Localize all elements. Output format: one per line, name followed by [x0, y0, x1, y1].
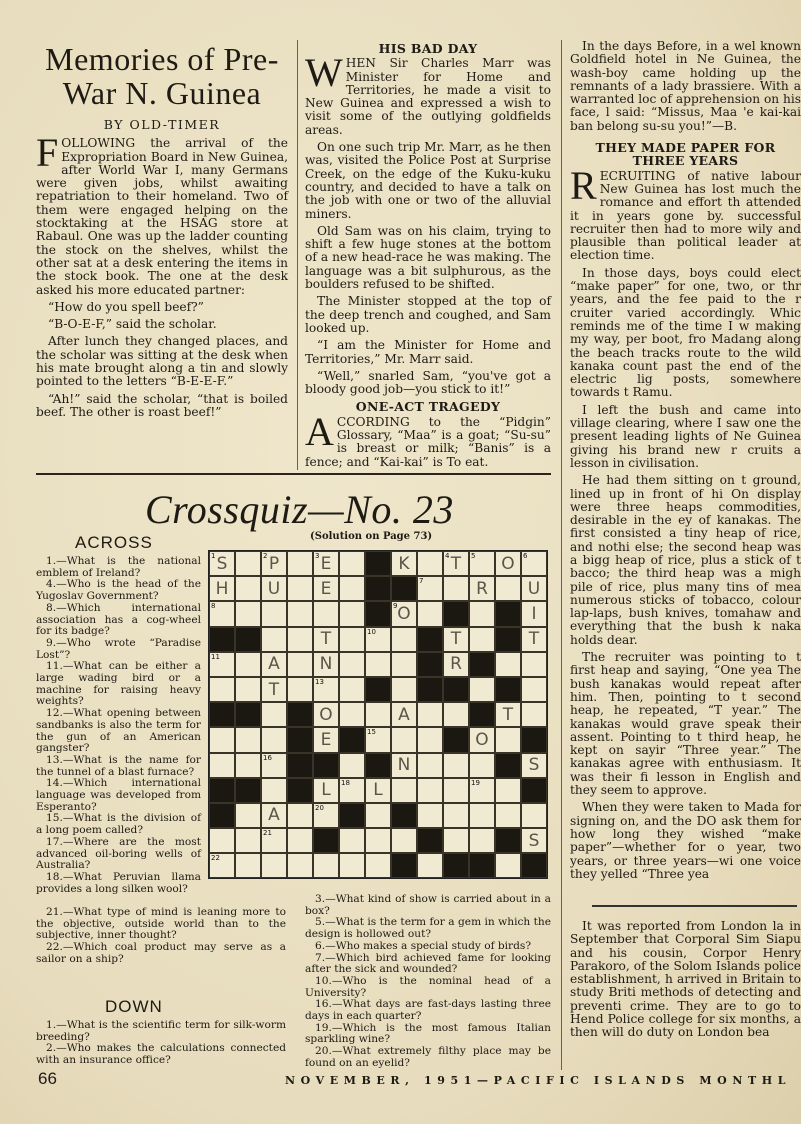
grid-cell[interactable] [209, 853, 235, 878]
paragraph: “I am the Minister for Home and Territories,” Mr. Marr said. [305, 338, 551, 366]
grid-cell-black [209, 778, 235, 803]
clue-number: 16 [263, 753, 272, 762]
grid-cell-black [521, 778, 547, 803]
grid-cell[interactable] [235, 828, 261, 853]
paragraph: The recruiter was pointing to t first heap and saying, “One yea The bush kanakas would repeat after him. Then, pointing to t second heap, he repeated, “T year.” The kanakas would grave speak their assent. Pointing to t third heap, he kept on sayir “Three year.” The kanakas agree with enthusiasm. It was their fi lesson in English and they seem to approve. [570, 650, 801, 798]
grid-cell-black [287, 778, 313, 803]
grid-cell[interactable] [235, 576, 261, 601]
grid-cell[interactable] [391, 677, 417, 702]
article-body [570, 920, 801, 1040]
crossword-grid [208, 550, 548, 879]
grid-cell[interactable] [495, 702, 521, 727]
clue: 20.—What extremely filthy place may be found on an eyelid? [305, 1045, 551, 1069]
grid-cell[interactable] [417, 853, 443, 878]
down-heading: DOWN [105, 997, 163, 1016]
grid-cell-black [417, 677, 443, 702]
grid-cell-black [495, 677, 521, 702]
paragraph: In the days Before, in a wel known Goldfield hotel in Ne Guinea, the wash-boy came holding up the remnants of a lady brassiere. With a warranted loc of apprehension on his face, l said: “Missus, Maa 'e kai-kai ban belong su-su you!”—B. [570, 39, 801, 133]
grid-cell[interactable] [521, 601, 547, 626]
clue-number: 20 [315, 803, 324, 812]
grid-cell-black [469, 702, 495, 727]
grid-cell[interactable] [495, 803, 521, 828]
grid-cell[interactable] [495, 652, 521, 677]
grid-cell[interactable] [443, 753, 469, 778]
pencil-letter: O [319, 704, 333, 725]
grid-cell[interactable] [391, 828, 417, 853]
down-clues-continued [305, 894, 551, 1070]
grid-cell[interactable] [443, 778, 469, 803]
clue-number: 6 [523, 552, 528, 560]
grid-cell[interactable] [339, 702, 365, 727]
grid-cell-black [443, 727, 469, 752]
grid-cell[interactable] [209, 677, 235, 702]
pencil-letter: U [527, 578, 541, 599]
paragraph: The Minister stopped at the top of the deep trench and coughed, and Sam looked up. [305, 294, 551, 335]
grid-cell[interactable] [313, 601, 339, 626]
pencil-letter: P [268, 553, 280, 574]
grid-cell[interactable] [443, 652, 469, 677]
grid-cell-black [391, 576, 417, 601]
article-body [36, 130, 288, 419]
grid-cell-black [469, 652, 495, 677]
grid-cell[interactable] [417, 551, 443, 576]
grid-cell[interactable] [235, 551, 261, 576]
pencil-letter: S [528, 755, 540, 776]
grid-cell[interactable] [391, 702, 417, 727]
clue-number: 11 [211, 652, 220, 661]
pencil-letter: L [321, 780, 331, 801]
pencil-letter: H [215, 578, 229, 599]
pencil-letter: S [216, 553, 228, 574]
grid-cell[interactable] [313, 778, 339, 803]
grid-cell[interactable] [235, 601, 261, 626]
clue-number: 15 [367, 728, 376, 737]
grid-cell[interactable] [365, 828, 391, 853]
grid-cell[interactable] [313, 576, 339, 601]
grid-cell[interactable] [417, 727, 443, 752]
footer-text: NOVEMBER, 1951—PACIFIC ISLANDS MONTHL [285, 1074, 792, 1087]
grid-cell-black [235, 627, 261, 652]
clue-number: 13 [315, 677, 324, 686]
grid-cell[interactable] [339, 652, 365, 677]
grid-cell[interactable] [235, 803, 261, 828]
clue: 9.—Who wrote “Paradise Lost”? [36, 636, 201, 661]
pencil-letter: R [450, 654, 462, 675]
grid-cell-black [495, 627, 521, 652]
grid-cell[interactable] [417, 576, 443, 601]
grid-cell[interactable] [469, 778, 495, 803]
grid-cell[interactable] [313, 853, 339, 878]
divider [592, 905, 797, 907]
grid-cell[interactable] [521, 652, 547, 677]
grid-cell[interactable] [495, 778, 521, 803]
article-byline: BY OLD-TIMER [103, 117, 221, 132]
clue: 2.—Who makes the calculations connected with an insurance office? [36, 1042, 286, 1067]
clue-number: 19 [471, 778, 480, 787]
grid-cell[interactable] [261, 627, 287, 652]
grid-cell[interactable] [417, 753, 443, 778]
grid-cell[interactable] [391, 627, 417, 652]
paragraph: When they were taken to Mada for signing on, and the DO ask them for how long they wished “make paper”—whether for o year, two years, or three years—wi one voice they yelled “Three yea [570, 800, 801, 881]
grid-cell[interactable] [261, 702, 287, 727]
grid-cell-black [495, 753, 521, 778]
clue: 5.—What is the term for a gem in which the design is hollowed out? [305, 916, 551, 941]
clue: 18.—What Peruvian llama provides a long silken wool? [36, 870, 201, 895]
pencil-letter: S [528, 830, 540, 851]
grid-cell[interactable] [339, 601, 365, 626]
grid-cell[interactable] [287, 627, 313, 652]
clue: 3.—What kind of show is carried about in a box? [305, 893, 551, 917]
pencil-letter: E [320, 729, 332, 750]
grid-cell-black [417, 652, 443, 677]
grid-cell[interactable] [417, 778, 443, 803]
pencil-letter: R [476, 578, 488, 599]
grid-cell[interactable] [391, 753, 417, 778]
pencil-letter: T [268, 679, 280, 700]
divider [297, 40, 298, 470]
grid-cell[interactable] [339, 828, 365, 853]
grid-cell-black [521, 853, 547, 878]
grid-cell[interactable] [235, 727, 261, 752]
grid-cell[interactable] [261, 727, 287, 752]
divider [36, 473, 551, 475]
grid-cell[interactable] [443, 828, 469, 853]
paragraph: In those days, boys could elect “make paper” for one, two, or thr years, and the fee paid to the r cruiter varied accordingly. Whic reminds me of the time I w making my way, per boot, fro Madang along the beach tracks route to the wild kanaka count past the end of the electric lig posts, somewhere towards t Ramu. [570, 265, 801, 400]
clue-number: 7 [419, 577, 424, 586]
grid-cell[interactable] [287, 677, 313, 702]
pencil-letter: E [320, 553, 332, 574]
grid-cell[interactable] [365, 778, 391, 803]
grid-cell[interactable] [521, 576, 547, 601]
grid-cell-black [313, 753, 339, 778]
grid-cell[interactable] [495, 853, 521, 878]
grid-cell[interactable] [261, 803, 287, 828]
clue: 13.—What is the name for the tunnel of a blast furnace? [36, 753, 201, 778]
pencil-letter: T [450, 553, 462, 574]
grid-cell[interactable] [469, 803, 495, 828]
grid-cell[interactable] [417, 601, 443, 626]
paragraph: “How do you spell beef?” [48, 299, 204, 314]
grid-cell[interactable] [521, 702, 547, 727]
grid-cell[interactable] [339, 551, 365, 576]
grid-cell-black [417, 627, 443, 652]
paragraph: WHEN Sir Charles Marr was Minister for Home and Territories, he made a visit to New Guinea and expressed a wish to visit some of the outlying goldfields areas. [305, 50, 551, 137]
grid-cell[interactable] [469, 727, 495, 752]
grid-cell-black [521, 727, 547, 752]
grid-cell-black [443, 677, 469, 702]
grid-cell[interactable] [365, 803, 391, 828]
grid-cell[interactable] [209, 652, 235, 677]
pencil-letter: L [373, 780, 383, 801]
grid-cell[interactable] [443, 627, 469, 652]
grid-cell-black [417, 828, 443, 853]
grid-cell[interactable] [521, 677, 547, 702]
clue: 10.—Who is the nominal head of a University? [305, 974, 551, 999]
grid-cell[interactable] [521, 803, 547, 828]
grid-cell[interactable] [313, 803, 339, 828]
pencil-letter: T [502, 704, 514, 725]
article-title: ONE-ACT TRAGEDY [355, 399, 501, 415]
grid-cell-black [235, 702, 261, 727]
paragraph: I left the bush and came into village clearing, where I saw one the present leading lights of Ne Guinea giving his brand new r cruits a lesson in civilisation. [570, 402, 801, 470]
clue: 16.—What days are fast-days lasting three days in each quarter? [305, 998, 551, 1023]
clue: 21.—What type of mind is leaning more to the objective, outside world than to the subjective, inner thought? [36, 906, 286, 942]
grid-cell[interactable] [287, 652, 313, 677]
clue-number: 8 [211, 602, 216, 611]
pencil-letter: O [475, 729, 489, 750]
grid-cell[interactable] [443, 576, 469, 601]
grid-cell-black [391, 803, 417, 828]
clue-number: 3 [315, 552, 320, 560]
grid-cell[interactable] [391, 727, 417, 752]
grid-cell[interactable] [261, 853, 287, 878]
grid-cell[interactable] [443, 803, 469, 828]
grid-cell-black [443, 601, 469, 626]
grid-cell[interactable] [261, 778, 287, 803]
paragraph: It was reported from London la in September that Corporal Sim Siapu and his cousin, Corpor Henry Parakoro, of the Solom Islands police establishment, h arrived in Britain to study Briti methods of detecting and preventi crime. They are to go to Hend Police college for six months, a then will do duty on London bea [570, 919, 801, 1040]
across-heading: ACROSS [75, 533, 153, 552]
clue: 14.—Which international language was developed from Esperanto? [36, 777, 201, 813]
grid-cell-black [391, 853, 417, 878]
pencil-letter: I [531, 603, 537, 624]
grid-cell[interactable] [469, 828, 495, 853]
grid-cell-black [365, 753, 391, 778]
grid-cell[interactable] [443, 551, 469, 576]
solution-note: (Solution on Page 73) [310, 531, 433, 542]
clue: 8.—Which international association has a cog-wheel for its badge? [36, 601, 201, 638]
article-body [570, 162, 801, 881]
grid-cell[interactable] [261, 753, 287, 778]
grid-cell[interactable] [261, 828, 287, 853]
grid-cell[interactable] [209, 601, 235, 626]
pencil-letter: N [319, 654, 333, 675]
grid-cell[interactable] [313, 677, 339, 702]
grid-cell[interactable] [495, 576, 521, 601]
clue: 7.—Which bird achieved fame for looking after the sick and wounded? [305, 951, 551, 976]
paragraph: “Well,” snarled Sam, “you've got a bloody good job—you stick to it!” [305, 368, 551, 397]
clue: 4.—Who is the head of the Yugoslav Government? [36, 578, 201, 603]
grid-cell[interactable] [365, 727, 391, 752]
grid-cell[interactable] [469, 627, 495, 652]
grid-cell[interactable] [469, 576, 495, 601]
grid-cell-black [495, 601, 521, 626]
grid-cell[interactable] [521, 753, 547, 778]
grid-cell[interactable] [339, 753, 365, 778]
clue-number: 2 [263, 552, 268, 560]
grid-cell-black [443, 853, 469, 878]
grid-cell-black [209, 702, 235, 727]
pencil-letter: T [528, 629, 540, 650]
grid-cell-black [365, 576, 391, 601]
grid-cell[interactable] [391, 652, 417, 677]
grid-cell[interactable] [469, 677, 495, 702]
grid-cell-black [469, 853, 495, 878]
clue: 1.—What is the scientific term for silk-worm breeding? [36, 1019, 286, 1043]
grid-cell[interactable] [261, 576, 287, 601]
grid-cell[interactable] [521, 551, 547, 576]
grid-cell[interactable] [209, 551, 235, 576]
grid-cell-black [235, 778, 261, 803]
pencil-letter: A [268, 805, 280, 826]
clue-number: 5 [471, 552, 476, 560]
grid-cell-black [365, 677, 391, 702]
grid-cell[interactable] [365, 853, 391, 878]
grid-cell[interactable] [209, 727, 235, 752]
clue: 22.—Which coal product may serve as a sailor on a ship? [36, 941, 286, 965]
pencil-letter: A [398, 704, 410, 725]
clue: 11.—What can be either a large wading bird or a machine for raising heavy weights? [36, 660, 201, 708]
across-clues [36, 556, 201, 895]
grid-cell[interactable] [417, 702, 443, 727]
grid-cell[interactable] [391, 551, 417, 576]
pencil-letter: N [397, 755, 411, 776]
grid-cell[interactable] [287, 551, 313, 576]
grid-cell-black [209, 627, 235, 652]
clue-number: 10 [367, 627, 376, 636]
paragraph: RECRUITING of native labour New Guinea has lost much the romance and effort th attended it in years gone by. successful recruiter then had to more wily and plausible than political leader at election time. [570, 162, 801, 263]
grid-cell-black [339, 803, 365, 828]
column-3 [570, 40, 801, 885]
grid-cell[interactable] [391, 778, 417, 803]
article-title: HIS BAD DAY [378, 41, 478, 56]
column-2 [305, 40, 551, 473]
grid-cell[interactable] [261, 677, 287, 702]
clue: 1.—What is the national emblem of Ireland? [36, 555, 201, 579]
article-body [305, 408, 551, 469]
grid-cell[interactable] [235, 753, 261, 778]
pencil-letter: U [267, 578, 281, 599]
grid-cell-black [287, 753, 313, 778]
grid-cell-black [209, 803, 235, 828]
grid-cell-black [313, 828, 339, 853]
grid-cell[interactable] [339, 778, 365, 803]
grid-cell[interactable] [261, 652, 287, 677]
grid-cell[interactable] [469, 753, 495, 778]
crossquiz-title: Crossquiz—No. 23 [145, 487, 454, 532]
grid-cell[interactable] [365, 627, 391, 652]
column-1 [36, 40, 288, 423]
divider [561, 40, 562, 1070]
grid-cell[interactable] [391, 601, 417, 626]
article-title: THEY MADE PAPER FOR THREE YEARS [595, 140, 776, 169]
paragraph: FOLLOWING the arrival of the Expropriation Board in New Guinea, after World War I, many Germans were given jobs, whilst awaiting repatriation to their homeland. Two of them were engaged helping on the stocktaking at the HSAG store at Rabaul. One was up the ladder counting the stock on the shelves, whilst the other sat at a desk entering the items in the stock book. The one at the desk asked his more educated partner: [36, 130, 288, 297]
pencil-letter: O [501, 553, 515, 574]
grid-cell[interactable] [313, 702, 339, 727]
grid-cell[interactable] [339, 576, 365, 601]
pencil-letter: E [320, 578, 332, 599]
clue: 17.—Where are the most advanced oil-boring wells of Australia? [36, 835, 201, 872]
grid-cell[interactable] [495, 551, 521, 576]
grid-cell[interactable] [365, 652, 391, 677]
grid-cell-black [365, 551, 391, 576]
grid-cell[interactable] [313, 727, 339, 752]
clue-number: 1 [211, 552, 216, 560]
grid-cell[interactable] [365, 702, 391, 727]
pencil-letter: T [450, 629, 462, 650]
pencil-letter: T [320, 629, 332, 650]
grid-cell-black [495, 828, 521, 853]
clue: 6.—Who makes a special study of birds? [315, 939, 532, 952]
paragraph: Old Sam was on his claim, trying to shift a few huge stones at the bottom of a new head-race he was making. The language was a bit sulphurous, as the boulders refused to be shifted. [305, 223, 551, 292]
grid-cell[interactable] [443, 702, 469, 727]
clue-number: 18 [341, 778, 350, 787]
grid-cell[interactable] [287, 576, 313, 601]
down-clues [36, 1020, 286, 1067]
column-3-lower [570, 920, 801, 1044]
clue-number: 9 [393, 602, 398, 611]
clue-number: 22 [211, 854, 220, 863]
paragraph: ACCORDING to the “Pidgin” Glossary, “Maa” is a goat; “Su-su” is breast or milk; “Banis” is a fence; and “Kai-kai” is To eat. [305, 408, 551, 469]
article-title: Memories of Pre-War N. Guinea [45, 41, 279, 111]
paragraph: “B-O-E-F,” said the scholar. [48, 317, 217, 332]
grid-cell-black [365, 601, 391, 626]
grid-cell[interactable] [417, 803, 443, 828]
grid-cell[interactable] [521, 627, 547, 652]
grid-cell[interactable] [287, 803, 313, 828]
grid-cell[interactable] [261, 551, 287, 576]
grid-cell[interactable] [495, 727, 521, 752]
clue: 19.—Which is the most famous Italian sparkling wine? [305, 1021, 551, 1046]
grid-cell[interactable] [235, 853, 261, 878]
grid-cell[interactable] [521, 828, 547, 853]
clue-number: 4 [445, 552, 450, 560]
article-body [305, 50, 551, 397]
pencil-letter: O [397, 603, 411, 624]
grid-cell[interactable] [313, 627, 339, 652]
grid-cell[interactable] [287, 601, 313, 626]
grid-cell[interactable] [287, 828, 313, 853]
grid-cell[interactable] [261, 601, 287, 626]
grid-cell[interactable] [209, 753, 235, 778]
grid-cell[interactable] [313, 551, 339, 576]
clue: 15.—What is the division of a long poem called? [36, 812, 201, 837]
pencil-letter: K [398, 553, 410, 574]
grid-cell[interactable] [235, 652, 261, 677]
pencil-letter: A [268, 654, 280, 675]
paragraph: He had them sitting on t ground, lined up in front of hi On display were three heaps commodities, desirable in the ey of kanakas. The first consisted a tiny heap of rice, and nothi else; the second heap was a bigg heap of rice, plus a stick of t bacco; the third heap was a migh pile of rice, plus many tins of mea numerous sticks of tobacco, colour lap-laps, bush knives, tomahaw and everything that the bush k naka holds dear. [570, 473, 801, 647]
across-clues-continued [36, 907, 286, 966]
grid-cell-black [287, 727, 313, 752]
grid-cell[interactable] [209, 828, 235, 853]
article-body [570, 40, 801, 133]
paragraph: On one such trip Mr. Marr, as he then was, visited the Police Post at Surprise Creek, on the edge of the Kuku-kuku country, and decided to have a talk on the job with one or two of the alluvial miners. [305, 140, 551, 221]
grid-cell[interactable] [339, 627, 365, 652]
grid-cell[interactable] [339, 853, 365, 878]
clue: 12.—What opening between sandbanks is also the term for the gun of an American gangster? [36, 707, 201, 755]
grid-cell[interactable] [209, 576, 235, 601]
page-number: 66 [38, 1069, 57, 1088]
grid-cell-black [287, 702, 313, 727]
grid-cell[interactable] [287, 853, 313, 878]
grid-cell[interactable] [469, 551, 495, 576]
grid-cell[interactable] [313, 652, 339, 677]
grid-cell[interactable] [469, 601, 495, 626]
paragraph: After lunch they changed places, and the scholar was sitting at the desk when his mate brought along a tin and slowly pointed to the letters “B-E-E-F.” [36, 334, 288, 389]
paragraph: “Ah!” said the scholar, “that is boiled beef. The other is roast beef!” [36, 391, 288, 419]
grid-cell-black [339, 727, 365, 752]
grid-cell[interactable] [339, 677, 365, 702]
clue-number: 21 [263, 829, 272, 838]
grid-cell[interactable] [235, 677, 261, 702]
